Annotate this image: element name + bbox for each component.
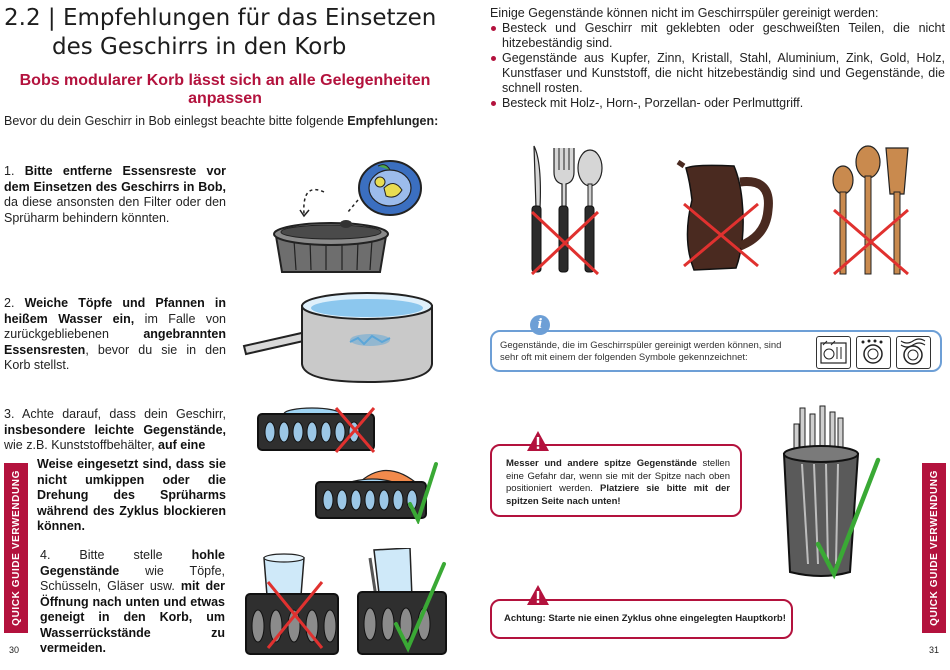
side-tab-label: QUICK GUIDE VERWENDUNG [928,470,940,626]
item4-bold2: mit der Öffnung nach unten und etwas geneigt in den Korb, um Wasserrückstände zu vermeiden. [40,579,225,655]
item3-bold1: insbesondere leichte Gegenstände, [4,422,226,437]
item2-bold2: angebrannten Essensresten [4,327,226,357]
warning-2-text [504,613,786,626]
warning-1-bold: Messer und andere spitze Gegenstände [506,458,697,469]
warning-1-text [506,458,730,508]
basket-wrong-icon [256,404,378,454]
dishwasher-safe-info-box [490,330,942,372]
item3-bold3: Weise eingesetzt sind, dass sie nicht umkippen oder die Drehung des Sprüharms während des Zyklus blockieren können. [37,457,226,533]
list-item-text: Gegenstände aus Kupfer, Zinn, Kristall, Stahl, Aluminium, Zink, Gold, Holz, Kunstfaser und Kunststoff, die nicht hitzebeständig sind und Gegenstände, die schnell rosten. [502,51,945,95]
bullet-icon [491,101,496,106]
item4-plain1: 4. Bitte stelle [40,548,192,562]
dishwasher-symbol-icon [816,336,851,369]
jug-cross-icon [676,160,776,276]
warning-1-bold-2: Platziere sie bitte mit der spitzen Seite nach unten! [506,483,730,507]
quick-guide-tab-right [922,463,946,633]
info-text: Gegenstände, die im Geschirrspüler gereinigt werden können, sind sehr oft mit einem der folgenden Symbole gekennzeichnet: [500,340,782,363]
list-item [490,21,945,51]
recommendation-1 [4,164,226,226]
item-number: 1. [4,164,25,178]
quick-guide-tab-left [4,463,28,633]
intro-text [4,114,474,128]
basket-right-icon [314,460,438,524]
glasses-right-icon [356,548,448,656]
food-scraps-bin-icon [262,152,434,274]
warning-icon [526,584,550,606]
title-line-1: 2.2 | Empfehlungen für das Einsetzen [4,5,437,31]
recommendation-3-cont [37,457,226,535]
bullet-icon [491,26,496,31]
recommendation-3 [4,407,226,454]
item3-plain1: 3. Achte darauf, dass dein Geschirr, [4,407,226,421]
bullet-icon [491,56,496,61]
warning-icon [526,430,550,452]
title-line-2: des Geschirrs in den Korb [52,34,347,60]
info-icon: i [530,315,550,335]
item3-plain2: wie z.B. Kunststoffbehälter, [4,438,159,452]
sharp-objects-warning [490,444,742,517]
glasses-wrong-icon [242,552,342,656]
page-title [4,4,444,62]
list-item [490,96,945,111]
dishwasher-symbol-icon [856,336,891,369]
list-item-text: Besteck und Geschirr mit geklebten oder geschweißten Teilen, die nicht hitzebeständig sind. [502,21,945,50]
item1-bold: Bitte entferne Essensreste vor dem Einsetzen des Geschirrs in Bob, [4,164,226,194]
list-item-text: Besteck mit Holz-, Horn-, Porzellan- oder Perlmuttgriff. [502,96,804,110]
warning-1-plain: stellen eine Gefahr dar, wenn sie mit der Spitze nach oben positioniert werden. [506,458,730,494]
recommendation-4 [40,548,225,657]
item3-bold2: auf eine [158,438,206,452]
side-tab-label: QUICK GUIDE VERWENDUNG [10,470,22,626]
warning-2-bold: Achtung: Starte nie einen Zyklus ohne eingelegten Hauptkorb! [504,613,786,624]
page-number-right: 31 [929,645,940,655]
item-number: 2. [4,296,25,310]
list-intro: Einige Gegenstände können nicht im Geschirrspüler gereinigt werden: [490,6,879,20]
intro-bold: Empfehlungen: [347,114,439,128]
knife-basket-icon [778,404,882,580]
item2-bold1: Weiche Töpfe und Pfannen in heißem Wasser ein, [4,296,226,326]
item2-mid: im Falle von zurückgebliebenen [4,311,227,341]
cutlery-cross-icon [526,142,606,276]
page-number-left: 30 [9,645,20,655]
not-dishwasher-safe-list [490,6,945,111]
item2-rest: , bevor du sie in den Korb stellst. [4,342,226,372]
recommendation-2 [4,296,226,374]
list-item [490,51,945,96]
item4-bold1: hohle Gegenstände [40,548,225,578]
intro-plain: Bevor du dein Geschirr in Bob einlegst beachte bitte folgende [4,114,348,128]
subtitle: Bobs modularer Korb lässt sich an alle Gelegenheiten anpassen [19,72,431,107]
item1-rest: da diese ansonsten den Filter oder den Sprüharm behindern könnten. [4,195,226,225]
wooden-spoons-cross-icon [828,144,914,276]
dishwasher-symbol-icon [896,336,931,369]
item4-plain2: wie Töpfe, Schüsseln, Gläser usw. [40,563,225,593]
saucepan-icon [240,286,436,386]
